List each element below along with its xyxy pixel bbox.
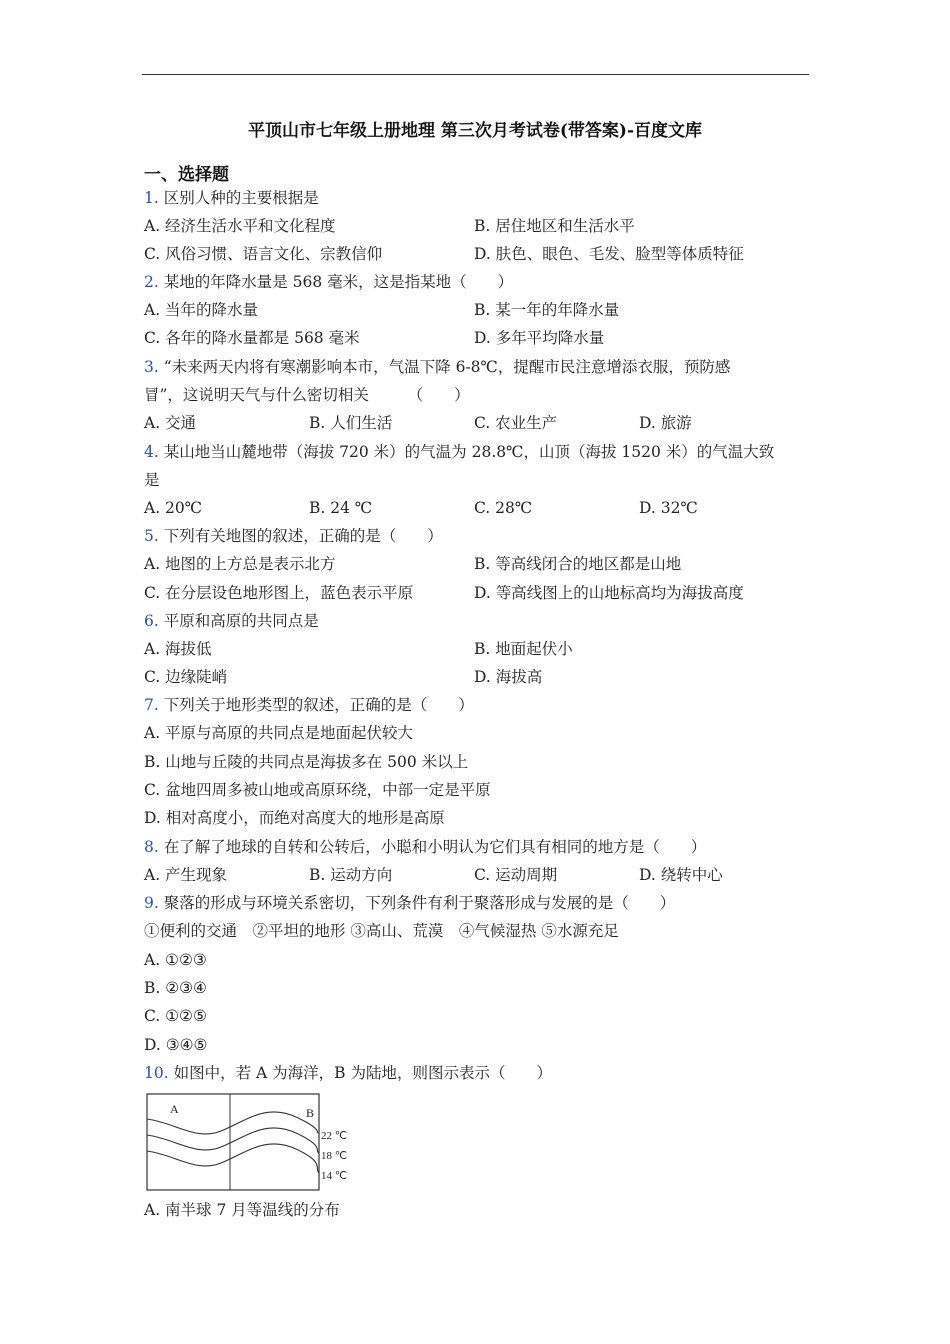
- question-text: 下列有关地图的叙述，正确的是（ ）: [163, 527, 443, 545]
- question-text: 如图中，若 A 为海洋，B 为陆地，则图示表示（ ）: [173, 1064, 552, 1082]
- question-number: 9.: [144, 894, 159, 912]
- option-c: C. 在分层设色地形图上，蓝色表示平原: [144, 584, 414, 602]
- option-d: D. 相对高度小，而绝对高度大的地形是高原: [144, 809, 445, 827]
- option-c: C. 运动周期: [474, 866, 558, 884]
- question-number: 3.: [144, 358, 159, 376]
- question-text: 某地的年降水量是 568 毫米，这是指某地（ ）: [163, 273, 514, 291]
- option-c: C. 风俗习惯、语言文化、宗教信仰: [144, 245, 383, 263]
- option-b: B. 某一年的年降水量: [474, 301, 620, 319]
- isotherm-figure: [146, 1093, 362, 1193]
- option-d: D. ③④⑤: [144, 1036, 208, 1054]
- question-text-continued: 冒”，这说明天气与什么密切相关 （ ）: [144, 386, 470, 404]
- question-number: 1.: [144, 189, 159, 207]
- option-b: B. 居住地区和生活水平: [474, 217, 635, 235]
- isotherm-label-14: 14 ℃: [321, 1170, 348, 1182]
- option-c: C. 农业生产: [474, 414, 558, 432]
- option-a: A. 平原与高原的共同点是地面起伏较大: [144, 724, 414, 742]
- isotherm-line-18: [147, 1128, 319, 1153]
- figure-label-a: A: [170, 1102, 179, 1116]
- option-c: C. 各年的降水量都是 568 毫米: [144, 329, 360, 347]
- option-b: B. 地面起伏小: [474, 640, 573, 658]
- option-a: A. 20℃: [144, 499, 203, 517]
- question-number: 8.: [144, 838, 159, 856]
- question-3: [144, 356, 730, 378]
- option-d: D. 32℃: [639, 499, 698, 517]
- option-c: C. 边缘陡峭: [144, 668, 228, 686]
- question-2: [144, 271, 513, 293]
- option-d: D. 绕转中心: [639, 866, 723, 884]
- question-4: [144, 441, 774, 463]
- question-number: 2.: [144, 273, 159, 291]
- option-d: D. 等高线图上的山地标高均为海拔高度: [474, 584, 744, 602]
- question-conditions: ①便利的交通 ②平坦的地形 ③高山、荒漠 ④气候湿热 ⑤水源充足: [144, 922, 619, 940]
- option-a: A. 地图的上方总是表示北方: [144, 555, 336, 573]
- option-b: B. 24 ℃: [309, 499, 373, 517]
- option-d: D. 肤色、眼色、毛发、脸型等体质特征: [474, 245, 744, 263]
- option-b: B. ②③④: [144, 979, 207, 997]
- option-a: A. 经济生活水平和文化程度: [144, 217, 336, 235]
- question-text: 下列关于地形类型的叙述，正确的是（ ）: [163, 696, 474, 714]
- question-6: [144, 610, 319, 632]
- option-a: A. 当年的降水量: [144, 301, 259, 319]
- question-text-continued: 是: [144, 471, 160, 489]
- option-b: B. 运动方向: [309, 866, 393, 884]
- option-b: B. 山地与丘陵的共同点是海拔多在 500 米以上: [144, 753, 469, 771]
- question-number: 10.: [144, 1064, 169, 1082]
- isotherm-line-14: [147, 1144, 319, 1173]
- figure-label-b: B: [306, 1106, 315, 1120]
- question-8: [144, 836, 706, 858]
- question-text: 在了解了地球的自转和公转后，小聪和小明认为它们具有相同的地方是（ ）: [163, 838, 707, 856]
- option-a: A. ①②③: [144, 951, 207, 969]
- question-text: “未来两天内将有寒潮影响本市，气温下降 6-8℃，提醒市民注意增添衣服，预防感: [163, 358, 731, 376]
- header-rule: [142, 74, 809, 75]
- question-text: 平原和高原的共同点是: [163, 612, 319, 630]
- page-title: 平顶山市七年级上册地理 第三次月考试卷(带答案)-百度文库: [247, 121, 703, 141]
- question-text: 区别人种的主要根据是: [163, 189, 319, 207]
- question-text: 某山地当山麓地带（海拔 720 米）的气温为 28.8℃，山顶（海拔 1520 米）的气温大致: [163, 443, 775, 461]
- option-d: D. 多年平均降水量: [474, 329, 605, 347]
- option-a: A. 海拔低: [144, 640, 212, 658]
- question-number: 4.: [144, 443, 159, 461]
- option-a: A. 交通: [144, 414, 197, 432]
- option-c: C. 盆地四周多被山地或高原环绕，中部一定是平原: [144, 781, 491, 799]
- option-a: A. 产生现象: [144, 866, 228, 884]
- option-d: D. 旅游: [639, 414, 692, 432]
- question-1: [144, 187, 319, 209]
- question-10: [144, 1062, 552, 1084]
- option-b: B. 人们生活: [309, 414, 393, 432]
- question-5: [144, 525, 443, 547]
- isotherm-label-22: 22 ℃: [321, 1130, 348, 1142]
- option-d: D. 海拔高: [474, 668, 543, 686]
- section-heading: 一、选择题: [144, 165, 229, 185]
- question-number: 5.: [144, 527, 159, 545]
- option-c: C. 28℃: [474, 499, 533, 517]
- option-b: B. 等高线闭合的地区都是山地: [474, 555, 682, 573]
- question-number: 7.: [144, 696, 159, 714]
- question-number: 6.: [144, 612, 159, 630]
- question-text: 聚落的形成与环境关系密切，下列条件有利于聚落形成与发展的是（ ）: [163, 894, 676, 912]
- isotherm-label-18: 18 ℃: [321, 1150, 348, 1162]
- question-7: [144, 694, 474, 716]
- option-a: A. 南半球 7 月等温线的分布: [144, 1201, 340, 1219]
- question-9: [144, 892, 675, 914]
- option-c: C. ①②⑤: [144, 1007, 207, 1025]
